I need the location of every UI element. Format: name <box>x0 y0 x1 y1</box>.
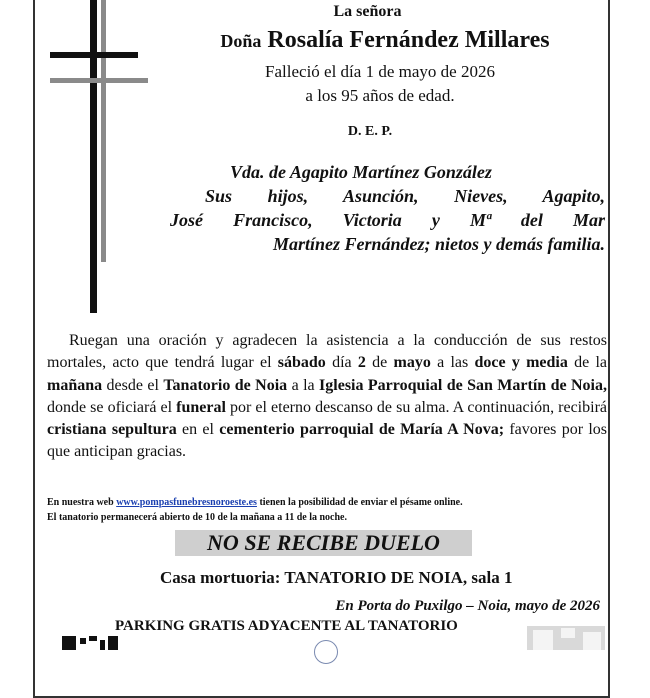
deceased-name <box>160 27 610 54</box>
name-prefix: Doña <box>220 31 262 51</box>
no-duelo-banner: NO SE RECIBE DUELO <box>175 530 472 556</box>
place-date: En Porta do Puxilgo – Noia, mayo de 2026 <box>335 598 600 614</box>
body-text-segment: desde el <box>102 376 164 394</box>
death-date: Falleció el día 1 de mayo de 2026 <box>265 62 495 81</box>
parking-notice: PARKING GRATIS ADYACENTE AL TANATORIO <box>115 618 458 634</box>
emphasis-text: sábado <box>277 354 326 372</box>
emphasis-text: cementerio parroquial de María A Nova; <box>219 421 505 439</box>
emphasis-text: Tanatorio de Noia <box>163 376 288 394</box>
body-text-segment: donde se oficiará el <box>47 398 177 416</box>
body-text-segment: de <box>365 354 394 372</box>
family-line: Martínez Fernández; nietos y demás familia. <box>272 234 605 254</box>
emphasis-text: Iglesia Parroquial de San Martín de Noia, <box>319 376 608 394</box>
body-text-segment: favores por los que anticipan gracias. <box>47 421 607 461</box>
body-text-segment: de la <box>567 354 608 372</box>
web-note-prefix: En nuestra web <box>47 497 117 508</box>
emphasis-text: doce y media <box>474 354 568 372</box>
photo-thumbnail <box>527 626 605 650</box>
dep-line: D. E. P. <box>347 124 393 139</box>
website-link[interactable]: www.pompasfunebresnoroeste.es <box>116 497 257 508</box>
emphasis-text: mayo <box>393 354 431 372</box>
emphasis-text: 2 <box>357 354 366 372</box>
hours-note: El tanatorio permanecerá abierto de 10 de la mañana a 11 de la noche. <box>47 512 347 523</box>
casa-mortuoria: Casa mortuoria: TANATORIO DE NOIA, sala 1 <box>160 568 513 587</box>
family-line: Sus hijos, Asunción, Nieves, Agapito, <box>205 186 605 206</box>
body-text-segment: en el <box>176 421 220 439</box>
web-note-suffix: tienen la posibilidad de enviar el pésame online. <box>256 497 463 508</box>
seal-icon <box>314 640 338 664</box>
qr-code-icon <box>62 636 118 650</box>
ceremony-text <box>47 330 607 464</box>
body-text-segment: día <box>325 354 358 372</box>
body-text-segment: a la <box>287 376 320 394</box>
name-text: Rosalía Fernández Millares <box>267 27 550 53</box>
emphasis-text: funeral <box>176 398 226 416</box>
title-senora: La señora <box>333 3 402 20</box>
family-block <box>170 160 605 256</box>
body-text-segment: a las <box>430 354 475 372</box>
body-text-segment: por el eterno descanso de su alma. A continuación, recibirá <box>225 398 608 416</box>
family-line: José Francisco, Victoria y Mª del Mar <box>170 210 605 230</box>
emphasis-text: cristiana sepultura <box>47 421 177 439</box>
age-line: a los 95 años de edad. <box>305 86 455 105</box>
web-note <box>47 497 607 508</box>
family-line: Vda. de Agapito Martínez González <box>230 162 492 182</box>
body-text-segment: Ruegan una oración y agradecen la asistencia a la conducción de sus restos mortales, acto que tendrá lugar el <box>47 332 607 372</box>
emphasis-text: mañana <box>47 376 103 394</box>
